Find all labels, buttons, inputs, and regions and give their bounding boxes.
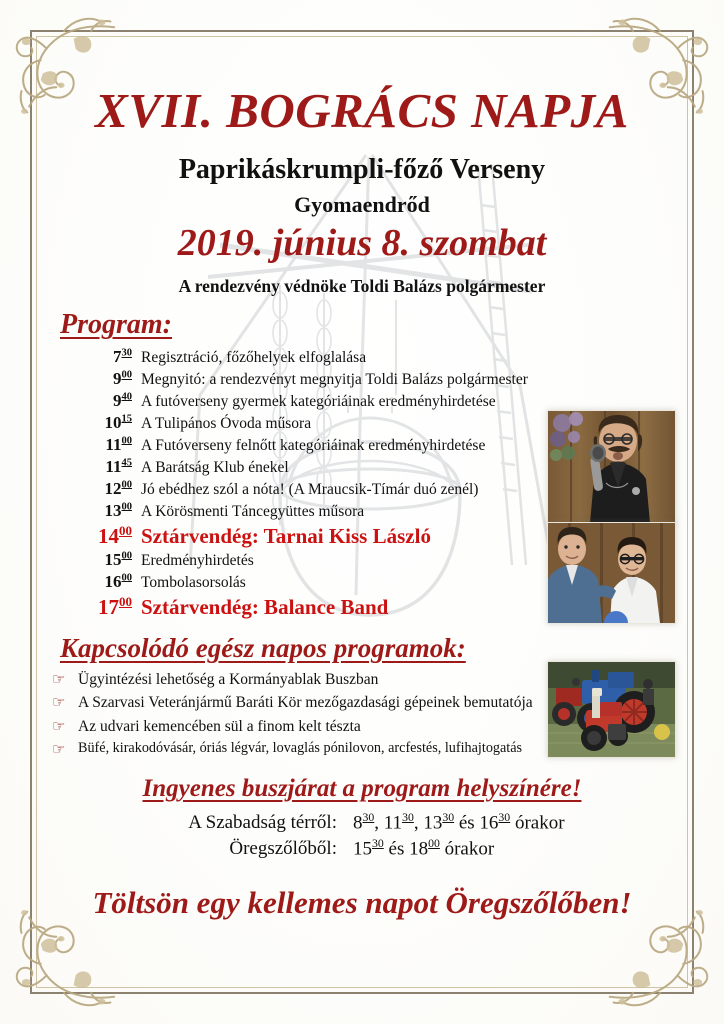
program-item-text: A futóverseny gyermek kategóriáinak eredményhirdetése [141, 393, 496, 411]
program-item [46, 391, 678, 412]
program-item [46, 369, 678, 390]
program-item [46, 523, 678, 550]
program-item-minutes: 00 [121, 500, 132, 512]
poster-patron: A rendezvény védnöke Toldi Balázs polgármester [178, 276, 546, 297]
program-item-time: $14^{00}$ [97, 522, 132, 548]
program-item-text: Megnyitó: a rendezvényt megnyitja Toldi Balázs polgármester [141, 371, 528, 389]
bus-route-times: $15^{30}$ és $18^{00}$ órakor [353, 836, 495, 860]
allday-programs-list [46, 670, 678, 761]
program-item [46, 347, 678, 368]
program-item-text: A Tulipános Óvoda műsora [141, 415, 312, 432]
pointing-hand-icon: ☞ [52, 671, 66, 688]
bus-time-minutes: 30 [362, 810, 375, 824]
program-item-minutes: 00 [121, 369, 132, 381]
program-item-minutes: 00 [121, 550, 132, 562]
program-item-text: Tombolasorsolás [141, 574, 246, 592]
program-item-text: A Futóverseny felnőtt kategóriáinak eredményhirdetése [141, 436, 486, 454]
program-item-time: $7^{30}$ [112, 347, 132, 367]
program-item [46, 435, 678, 456]
allday-item [52, 740, 678, 761]
bus-time-minutes: 30 [402, 810, 414, 824]
program-item-minutes: 00 [118, 522, 132, 538]
page-title: XVII. BOGRÁCS NAPJA [95, 83, 629, 138]
pointing-hand-icon: ☞ [52, 695, 66, 712]
program-item [46, 572, 678, 593]
program-item-time: $9^{40}$ [112, 391, 132, 411]
program-item-minutes: 00 [121, 435, 132, 447]
program-item-minutes: 00 [121, 479, 132, 491]
allday-item [52, 717, 678, 738]
program-item-text: A Körösmenti Táncegyüttes műsora [141, 502, 365, 520]
program-item [46, 413, 678, 434]
program-item-text: Regisztráció, főzőhelyek elfoglalása [141, 349, 367, 367]
program-item-minutes: 45 [121, 457, 132, 469]
program-item-text: Sztárvendég: Tarnai Kiss László [141, 523, 431, 548]
allday-item-text: Az udvari kemencében sül a finom kelt tészta [78, 717, 361, 735]
bus-time-minutes: 30 [498, 810, 511, 824]
allday-item [52, 693, 678, 714]
program-item-time: $15^{00}$ [104, 550, 132, 570]
poster-city: Gyomaendrőd [294, 192, 430, 218]
bus-route-times: $8^{30}$, $11^{30}$, $13^{30}$ és $16^{30}$ órakor [353, 810, 565, 833]
program-item-text: Jó ebédhez szól a nóta! (A Mraucsik-Tímár duó zenél) [141, 480, 479, 498]
pointing-hand-icon: ☞ [52, 718, 66, 735]
program-item-minutes: 00 [118, 593, 132, 609]
program-item [46, 550, 678, 571]
allday-item [52, 670, 678, 691]
bus-route-row [46, 837, 678, 860]
program-item-time: $11^{45}$ [105, 456, 132, 476]
program-item-minutes: 30 [121, 347, 132, 359]
program-item-time: $10^{15}$ [104, 413, 132, 432]
bus-route-origin: Öregszőlőből: [229, 838, 337, 860]
program-item-minutes: 40 [121, 391, 132, 403]
program-item-minutes: 15 [121, 413, 132, 425]
closing-message: Töltsön egy kellemes napot Öregszőlőben! [92, 885, 632, 921]
program-item [46, 457, 678, 478]
program-item-time: $17^{00}$ [97, 593, 132, 619]
program-item [46, 501, 678, 522]
program-item [46, 594, 678, 621]
program-item-time: $9^{00}$ [112, 369, 132, 389]
poster-subtitle: Paprikáskrumpli-főző Verseny [178, 154, 546, 185]
bus-section-heading: Ingyenes buszjárat a program helyszínére! [142, 774, 582, 802]
allday-section-heading: Kapcsolódó egész napos programok: [60, 632, 466, 663]
program-item-time: $13^{00}$ [104, 500, 132, 520]
bus-time-minutes: 30 [372, 836, 384, 850]
program-item-text: Eredményhirdetés [141, 552, 254, 570]
program-item-time: $12^{00}$ [104, 478, 132, 498]
program-item-time: $11^{00}$ [105, 434, 132, 454]
program-item-text: Sztárvendég: Balance Band [141, 594, 389, 619]
pointing-hand-icon: ☞ [52, 742, 66, 759]
allday-item-text: A Szarvasi Veteránjármű Baráti Kör mezőgazdasági gépeinek bemutatója [78, 694, 533, 712]
program-section-heading: Program: [60, 309, 172, 341]
program-item-time: $16^{00}$ [104, 572, 132, 592]
program-item-text: A Barátság Klub énekel [141, 458, 289, 476]
bus-time-minutes: 00 [428, 836, 440, 850]
bus-route-origin: A Szabadság térről: [188, 811, 337, 833]
program-item [46, 479, 678, 500]
program-item-minutes: 00 [121, 572, 132, 584]
allday-item-text: Ügyintézési lehetőség a Kormányablak Buszban [78, 670, 379, 688]
bus-routes [46, 811, 678, 861]
bus-time-minutes: 30 [442, 810, 455, 824]
bus-route-row [46, 811, 678, 834]
program-schedule-list [46, 347, 678, 620]
poster-date: 2019. június 8. szombat [177, 222, 547, 265]
allday-item-text: Büfé, kirakodóvásár, óriás légvár, lovaglás pónilovon, arcfestés, lufihajtogatás [78, 740, 523, 757]
